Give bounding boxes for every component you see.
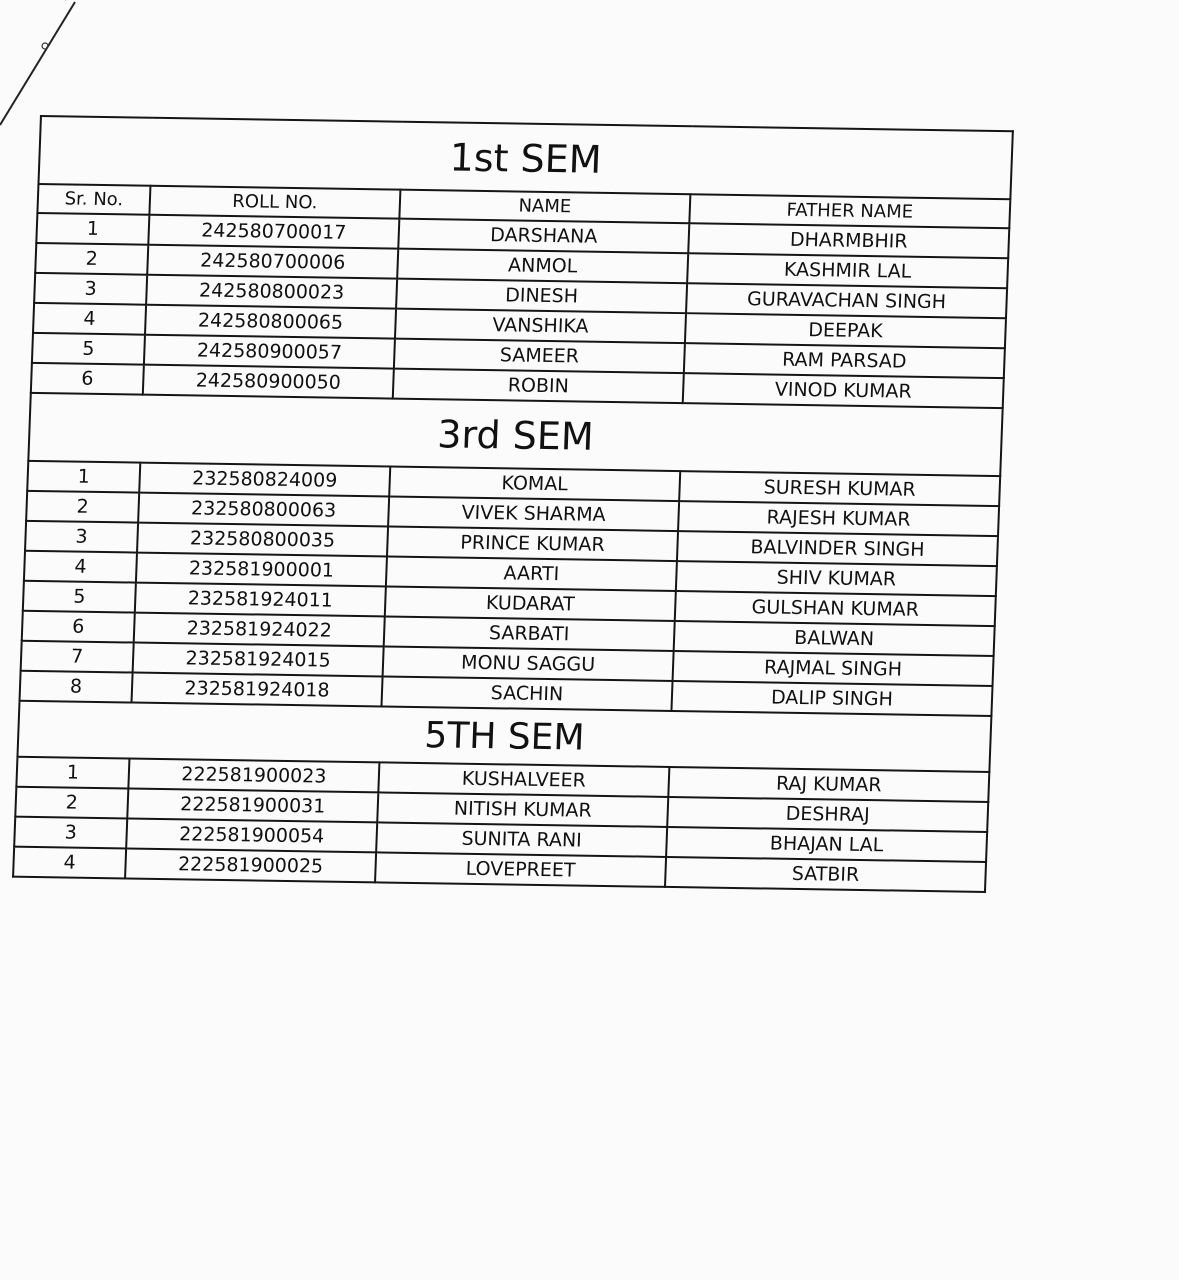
cell-name: DARSHANA bbox=[398, 219, 689, 254]
cell-sr-no: 6 bbox=[22, 611, 135, 643]
cell-name: SUNITA RANI bbox=[376, 822, 667, 857]
cell-father-name: DHARMBHIR bbox=[688, 223, 1009, 258]
cell-father-name: SATBIR bbox=[665, 857, 986, 892]
cell-sr-no: 8 bbox=[20, 671, 133, 703]
cell-sr-no: 1 bbox=[27, 461, 140, 493]
cell-father-name: DEEPAK bbox=[685, 313, 1006, 348]
cell-father-name: RAJ KUMAR bbox=[668, 767, 989, 802]
cell-father-name: DESHRAJ bbox=[667, 797, 988, 832]
cell-name: VIVEK SHARMA bbox=[388, 497, 679, 532]
cell-father-name: GULSHAN KUMAR bbox=[675, 591, 996, 626]
roster-body bbox=[13, 116, 1013, 892]
cell-father-name: DALIP SINGH bbox=[671, 681, 992, 716]
cell-sr-no: 3 bbox=[14, 817, 127, 849]
cell-name: LOVEPREET bbox=[375, 852, 666, 887]
cell-father-name: VINOD KUMAR bbox=[683, 373, 1004, 408]
header-roll-no: ROLL NO. bbox=[149, 186, 400, 219]
cell-name: DINESH bbox=[396, 279, 687, 314]
cell-roll-no: 222581900023 bbox=[128, 758, 379, 792]
cell-roll-no: 232580800035 bbox=[137, 523, 388, 557]
cell-roll-no: 222581900031 bbox=[127, 788, 378, 822]
semester-roster-table bbox=[12, 115, 1014, 893]
cell-name: MONU SAGGU bbox=[383, 646, 674, 681]
cell-sr-no: 3 bbox=[34, 273, 147, 305]
cell-roll-no: 242580900057 bbox=[144, 335, 395, 369]
cell-roll-no: 232580800063 bbox=[138, 493, 389, 527]
cell-roll-no: 232581924022 bbox=[134, 613, 385, 647]
cell-father-name: RAJMAL SINGH bbox=[673, 651, 994, 686]
cell-roll-no: 232581924018 bbox=[132, 673, 383, 707]
section-title: 1st SEM bbox=[38, 116, 1012, 199]
cell-sr-no: 1 bbox=[16, 757, 129, 789]
cell-sr-no: 2 bbox=[35, 243, 148, 275]
cell-roll-no: 222581900054 bbox=[126, 818, 377, 852]
cell-roll-no: 232581924011 bbox=[135, 583, 386, 617]
header-sr-no: Sr. No. bbox=[37, 184, 150, 215]
cell-roll-no: 232581924015 bbox=[133, 643, 384, 677]
cell-sr-no: 5 bbox=[23, 581, 136, 613]
cell-name: ROBIN bbox=[393, 369, 684, 404]
cell-name: SARBATI bbox=[384, 616, 675, 651]
cell-sr-no: 5 bbox=[32, 333, 145, 365]
cell-roll-no: 242580900050 bbox=[143, 365, 394, 399]
cell-name: SACHIN bbox=[381, 676, 672, 711]
cell-name: VANSHIKA bbox=[395, 309, 686, 344]
cell-sr-no: 3 bbox=[25, 521, 138, 553]
cell-roll-no: 242580800065 bbox=[145, 305, 396, 339]
cell-father-name: SURESH KUMAR bbox=[679, 471, 1000, 506]
cell-father-name: GURAVACHAN SINGH bbox=[686, 283, 1007, 318]
cell-father-name: RAM PARSAD bbox=[684, 343, 1005, 378]
cell-father-name: KASHMIR LAL bbox=[687, 253, 1008, 288]
cell-name: KOMAL bbox=[389, 467, 680, 502]
cell-sr-no: 4 bbox=[33, 303, 146, 335]
header-name: NAME bbox=[399, 190, 690, 224]
cell-roll-no: 232581900001 bbox=[136, 553, 387, 587]
cell-father-name: BALWAN bbox=[674, 621, 995, 656]
cell-roll-no: 242580700006 bbox=[147, 245, 398, 279]
cell-sr-no: 1 bbox=[36, 213, 149, 245]
cell-father-name: BALVINDER SINGH bbox=[677, 531, 998, 566]
semester-roster-sheet bbox=[12, 115, 1012, 893]
cell-sr-no: 4 bbox=[13, 847, 126, 879]
cell-name: KUDARAT bbox=[385, 586, 676, 621]
header-father-name: FATHER NAME bbox=[689, 194, 1010, 228]
cell-sr-no: 4 bbox=[24, 551, 137, 583]
cell-name: ANMOL bbox=[397, 249, 688, 284]
cell-roll-no: 242580700017 bbox=[148, 215, 399, 249]
cell-sr-no: 6 bbox=[31, 363, 144, 395]
section-title: 3rd SEM bbox=[28, 393, 1002, 476]
cell-roll-no: 222581900025 bbox=[125, 848, 376, 882]
cell-name: NITISH KUMAR bbox=[377, 792, 668, 827]
section-title: 5TH SEM bbox=[17, 701, 991, 772]
cell-sr-no: 7 bbox=[21, 641, 134, 673]
cell-name: AARTI bbox=[386, 557, 677, 592]
cell-father-name: SHIV KUMAR bbox=[676, 561, 997, 596]
cell-sr-no: 2 bbox=[15, 787, 128, 819]
cell-father-name: RAJESH KUMAR bbox=[678, 501, 999, 536]
cell-name: PRINCE KUMAR bbox=[387, 527, 678, 562]
cell-roll-no: 242580800023 bbox=[146, 275, 397, 309]
cell-name: SAMEER bbox=[394, 339, 685, 374]
cell-name: KUSHALVEER bbox=[378, 762, 669, 797]
cell-sr-no: 2 bbox=[26, 491, 139, 523]
cell-roll-no: 232580824009 bbox=[139, 463, 390, 497]
cell-father-name: BHAJAN LAL bbox=[666, 827, 987, 862]
